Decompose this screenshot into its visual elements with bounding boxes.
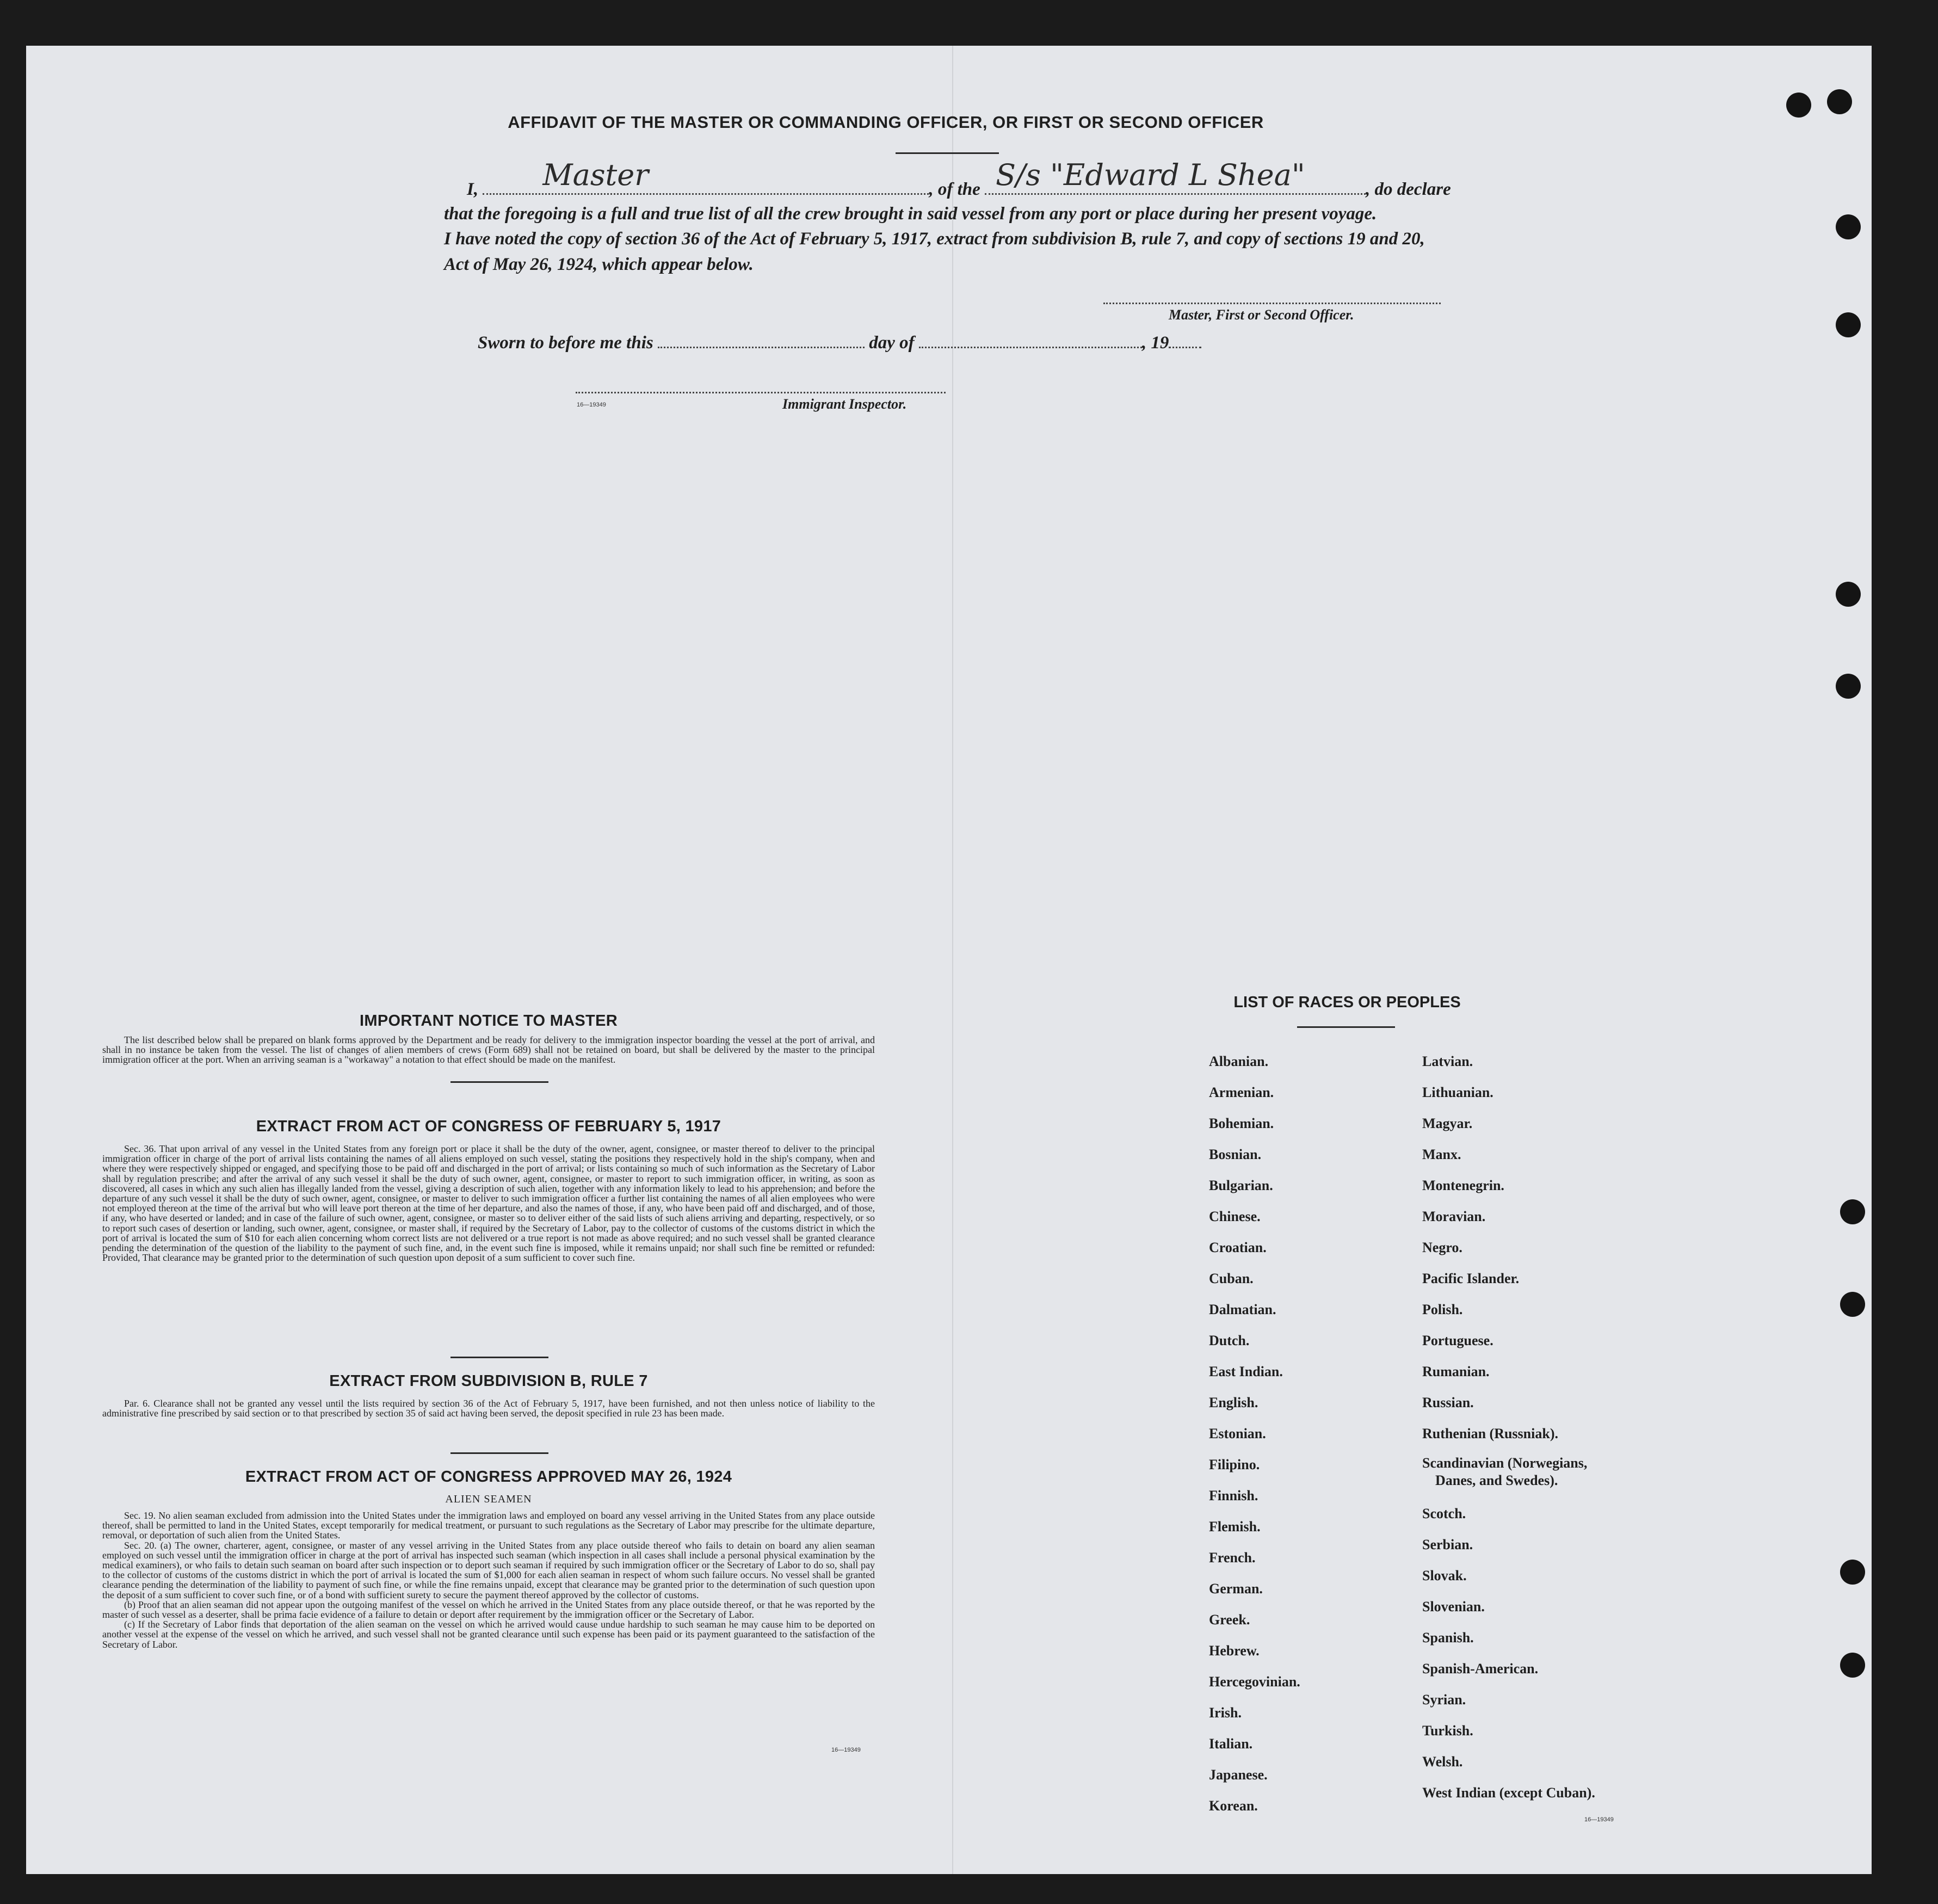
divider	[450, 1452, 548, 1454]
line1-suffix: , do declare	[1366, 180, 1451, 199]
sworn-day-label: day of	[869, 333, 915, 353]
signature-label: Master, First or Second Officer.	[1169, 307, 1354, 323]
center-fold	[952, 46, 953, 1874]
race-item: Montenegrin.	[1422, 1178, 1504, 1193]
affidavit-title: AFFIDAVIT OF THE MASTER OR COMMANDING OFFICER, OR FIRST OR SECOND OFFICER	[508, 113, 1264, 132]
title-rule	[896, 152, 999, 154]
race-item: Bulgarian.	[1209, 1178, 1273, 1193]
form-number: 16—19349	[1584, 1816, 1614, 1823]
race-item: Greek.	[1209, 1612, 1250, 1628]
sec20b-text: (b) Proof that an alien seaman did not appear upon the outgoing manifest of the vessel on which he arrived in the United States from any place outside thereof, or that he was reported by the master of such vessel as a deserter, shall be prima facie evidence of a failure to detain or deport after requirement by the immigration officer or the Secretary of Labor.	[102, 1599, 875, 1620]
race-item: Chinese.	[1209, 1209, 1261, 1224]
race-item: East Indian.	[1209, 1364, 1283, 1379]
punch-hole	[1836, 674, 1861, 699]
race-item: Croatian.	[1209, 1240, 1267, 1255]
extract-1924-title: EXTRACT FROM ACT OF CONGRESS APPROVED MAY 26, 1924	[245, 1468, 732, 1486]
race-item: Dutch.	[1209, 1333, 1250, 1348]
extract-1917-title: EXTRACT FROM ACT OF CONGRESS OF FEBRUARY 5, 1917	[256, 1118, 721, 1135]
race-item: Moravian.	[1422, 1209, 1486, 1224]
inspector-label: Immigrant Inspector.	[782, 396, 907, 412]
sec19-text: Sec. 19. No alien seaman excluded from admission into the United States under the immigration laws and employed on board any vessel arriving in the United States from any place outside thereof, shall be permitted to land in the United States, except temporarily for medical treatment, or pursuant to such regulations as the Secretary of Labor may prescribe for the ultimate departure, removal, or deportation of such alien from the United States.	[102, 1510, 875, 1541]
races-column-1	[1209, 1046, 1300, 1821]
line1-mid: , of the	[929, 180, 980, 199]
race-item: Cuban.	[1209, 1271, 1254, 1286]
race-item: Filipino.	[1209, 1457, 1260, 1472]
punch-hole	[1836, 214, 1861, 239]
sworn-year-field	[1169, 347, 1201, 348]
race-item-line: Scandinavian (Norwegians,	[1422, 1455, 1588, 1471]
signature-line	[1103, 303, 1441, 304]
divider	[450, 1081, 548, 1083]
affidavit-line-1	[467, 158, 1451, 200]
race-item: Turkish.	[1422, 1723, 1473, 1739]
race-item: Lithuanian.	[1422, 1085, 1493, 1100]
race-item: Hebrew.	[1209, 1643, 1260, 1659]
punch-hole	[1840, 1653, 1865, 1678]
race-item: Russian.	[1422, 1395, 1474, 1410]
affidavit-line-3: I have noted the copy of section 36 of the Act of February 5, 1917, extract from subdivision B, rule 7, and copy of sections 19 and 20,	[444, 229, 1425, 249]
sworn-prefix: Sworn to before me this	[478, 333, 653, 353]
form-number: 16—19349	[577, 402, 606, 408]
race-item: Scotch.	[1422, 1506, 1466, 1521]
punch-hole	[1836, 582, 1861, 607]
sworn-line	[478, 333, 1201, 353]
race-item: Spanish.	[1422, 1630, 1474, 1646]
race-item: Flemish.	[1209, 1519, 1261, 1535]
races-column-2	[1422, 1046, 1595, 1808]
sec20c-text: (c) If the Secretary of Labor finds that deportation of the alien seaman on the vessel on which he arrived would cause undue hardship to such seaman he may cause him to be deported on another vessel at the expense of the vessel on which he arrived, and such vessel shall not be granted clearance until such expense has been paid or its payment guaranteed to the satisfaction of the Secretary of Labor.	[102, 1619, 875, 1650]
race-item: Negro.	[1422, 1240, 1462, 1255]
handwritten-vessel: S/s "Edward L Shea"	[996, 158, 1305, 192]
notice-body: The list described below shall be prepared on blank forms approved by the Department and be ready for delivery to the immigration inspector boarding the vessel at the port of arrival, and shall in no instance be taken from the vessel. The list of changes of alien members of crews (Form 689) shall not be retained on board, but shall be delivered by the master to the principal immigration officer at the port. When an arriving seaman is a "workaway" a notation to that effect should be made on the manifest.	[102, 1034, 875, 1065]
race-item: Finnish.	[1209, 1488, 1258, 1504]
race-item: Irish.	[1209, 1705, 1242, 1721]
affidavit-line-2: that the foregoing is a full and true list of all the crew brought in said vessel from any port or place during her present voyage.	[444, 204, 1377, 224]
extract-1917-body: Sec. 36. That upon arrival of any vessel in the United States from any foreign port or place it shall be the duty of the owner, agent, consignee, or master thereof to deliver to the principal immigration officer in charge of the port of arrival lists containing the names of all aliens employed on such vessel, stating the positions they respectively hold in the ship's company, when and where they were respectively shipped or engaged, and specifying those to be paid off and discharged in the port of arrival; or lists containing so much of such information as the Secretary of Labor shall by regulation prescribe; and after the arrival of any such vessel it shall be the duty of such owner, agent, consignee, or master to report to such immigration officer, in writing, as soon as discovered, all cases in which any such alien has illegally landed from the vessel, giving a description of such alien, together with any information likely to lead to his apprehension; and before the departure of any such vessel it shall be the duty of such owner, agent, consignee, or master to deliver to such immigration officer a further list containing the names of all alien employees who were not employed thereon at the time of the arrival but who will leave port thereon at the time of her departure, and also the names of those, if any, who have been paid off and discharged, and of those, if any, who have deserted or landed; and in case of the failure of such owner, agent, consignee, or master so to deliver either of the said lists of such aliens arriving and departing, respectively, or so to report such cases of desertion or landing, such owner, agent, consignee, or master shall, if required by the Secretary of Labor, pay to the collector of customs of the customs district in which the port of arrival is located the sum of $10 for each alien concerning whom correct lists are not delivered or a true report is not made as above required; and no such vessel shall be granted clearance pending the determination of the question of the liability to the payment of such fine, and, in the event such fine is imposed, while it remains unpaid; nor shall such fine be remitted or refunded: Provided, That clearance may be granted prior to the determination of such question upon deposit of a sum sufficient to cover such fine.	[102, 1143, 875, 1264]
race-item: West Indian (except Cuban).	[1422, 1785, 1595, 1801]
sworn-date-field	[658, 347, 865, 348]
race-item: Pacific Islander.	[1422, 1271, 1520, 1286]
race-item: Korean.	[1209, 1798, 1258, 1814]
sworn-year-label: , 19	[1141, 333, 1169, 353]
document-page	[26, 46, 1872, 1874]
race-item: French.	[1209, 1550, 1256, 1566]
race-item: Hercegovinian.	[1209, 1674, 1300, 1690]
race-item: Bosnian.	[1209, 1147, 1262, 1162]
form-number: 16—19349	[831, 1747, 861, 1753]
race-item	[1422, 1449, 1595, 1498]
punch-hole	[1786, 93, 1811, 118]
race-item: Bohemian.	[1209, 1116, 1274, 1131]
name-field	[483, 158, 929, 195]
rule7-title: EXTRACT FROM SUBDIVISION B, RULE 7	[329, 1372, 648, 1390]
race-item: Armenian.	[1209, 1085, 1274, 1100]
race-item: Dalmatian.	[1209, 1302, 1276, 1317]
sworn-month-field	[919, 347, 1142, 348]
rule7-body: Par. 6. Clearance shall not be granted any vessel until the lists required by section 36 of the Act of February 5, 1917, have been furnished, and not then unless notice of liability to the administrative fine prescribed by said section or to that prescribed by section 35 of said act having been served, the deposit specified in rule 23 has been made.	[102, 1398, 875, 1419]
race-item: Ruthenian (Russniak).	[1422, 1426, 1558, 1441]
line1-prefix: I,	[467, 180, 479, 199]
race-item: Syrian.	[1422, 1692, 1466, 1708]
handwritten-master: Master	[542, 158, 649, 192]
race-item: English.	[1209, 1395, 1258, 1410]
extract-1924-subtitle: ALIEN SEAMEN	[445, 1493, 532, 1505]
race-item: Latvian.	[1422, 1053, 1473, 1069]
punch-hole	[1827, 89, 1852, 114]
inspector-line	[576, 392, 946, 393]
race-item: Manx.	[1422, 1147, 1461, 1162]
race-item: Italian.	[1209, 1736, 1253, 1752]
race-item: Serbian.	[1422, 1537, 1473, 1552]
notice-title: IMPORTANT NOTICE TO MASTER	[360, 1012, 618, 1030]
race-item: Portuguese.	[1422, 1333, 1493, 1348]
punch-hole	[1836, 312, 1861, 337]
extract-1924-body	[102, 1511, 875, 1649]
race-item: German.	[1209, 1581, 1263, 1597]
race-item: Slovenian.	[1422, 1599, 1485, 1615]
punch-hole	[1840, 1199, 1865, 1224]
race-item: Polish.	[1422, 1302, 1463, 1317]
punch-hole	[1840, 1560, 1865, 1585]
race-item: Welsh.	[1422, 1754, 1463, 1770]
race-item: Spanish-American.	[1422, 1661, 1539, 1677]
races-title: LIST OF RACES OR PEOPLES	[1233, 994, 1461, 1011]
affidavit-line-4: Act of May 26, 1924, which appear below.	[444, 255, 754, 274]
vessel-field	[985, 158, 1366, 195]
races-title-rule	[1297, 1026, 1395, 1028]
race-item: Japanese.	[1209, 1767, 1268, 1783]
race-item: Estonian.	[1209, 1426, 1266, 1441]
race-item: Albanian.	[1209, 1053, 1269, 1069]
race-item: Magyar.	[1422, 1116, 1473, 1131]
race-item-line: Danes, and Swedes).	[1435, 1472, 1558, 1488]
race-item: Rumanian.	[1422, 1364, 1490, 1379]
punch-hole	[1840, 1292, 1865, 1317]
race-item: Slovak.	[1422, 1568, 1467, 1583]
divider	[450, 1357, 548, 1358]
sec20a-text: Sec. 20. (a) The owner, charterer, agent, consignee, or master of any vessel arriving in the United States from any place outside thereof who fails to detain on board any alien seaman employed on such vessel until the immigration officer in charge at the port of arrival has inspected such seaman (which inspection in all cases shall include a personal physical examination by the medical examiners), or who fails to detain such seaman on board after such inspection or to deport such seaman if required by such immigration officer or the Secretary of Labor to do so, shall pay to the collector of customs of the customs district in which the port of arrival is located the sum of $1,000 for each alien seaman in respect of whom such failure occurs. No vessel shall be granted clearance pending the determination of the liability to payment of such fine, or while the fine remains unpaid, except that clearance may be granted prior to the determination of such question upon the deposit of a sum sufficient to cover such fine, or of a bond with sufficient surety to secure the payment thereof approved by the collector of customs.	[102, 1539, 875, 1600]
